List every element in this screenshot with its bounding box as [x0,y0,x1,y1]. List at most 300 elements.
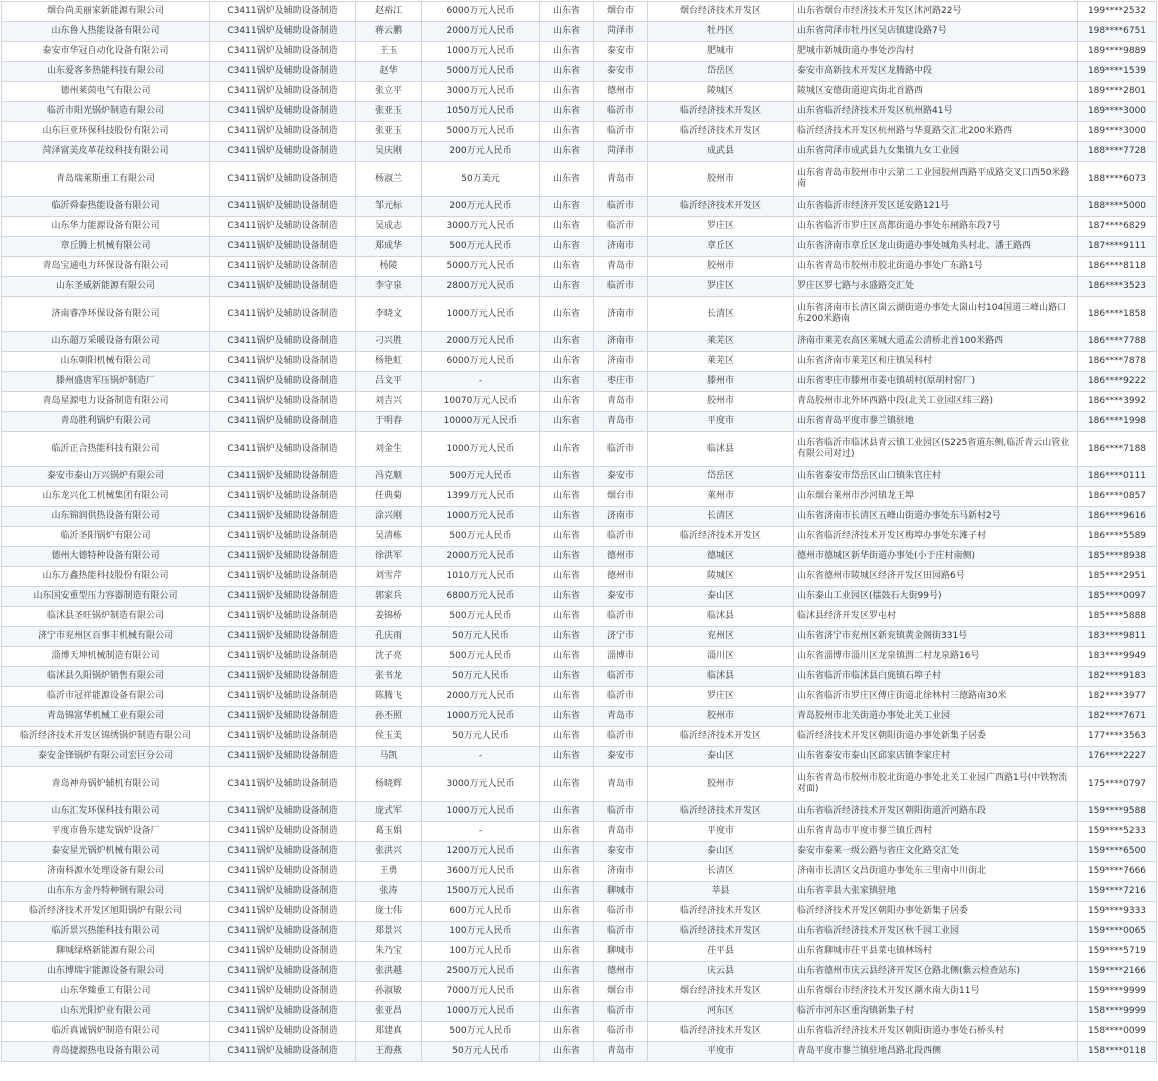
table-row [2,432,1157,467]
cell-legal-rep: 杨淑兰 [356,162,422,197]
cell-industry: C3411锅炉及辅助设备制造 [210,982,356,1002]
table-row [2,237,1157,257]
cell-phone: 158****0099 [1078,1022,1157,1042]
cell-industry: C3411锅炉及辅助设备制造 [210,432,356,467]
cell-address: 山东省淄博市淄川区龙泉镇渭二村龙泉路16号 [794,647,1078,667]
cell-registered-capital: 50万元人民币 [422,1042,540,1062]
cell-district: 临沂经济技术开发区 [648,727,794,747]
cell-company-name: 济宁市兖州区百事丰机械有限公司 [2,627,210,647]
cell-registered-capital: 100万元人民币 [422,942,540,962]
cell-industry: C3411锅炉及辅助设备制造 [210,122,356,142]
cell-registered-capital: 1000万元人民币 [422,1002,540,1022]
cell-city: 青岛市 [594,257,648,277]
cell-district: 罗庄区 [648,277,794,297]
cell-company-name: 山东巨亚环保科技股份有限公司 [2,122,210,142]
cell-industry: C3411锅炉及辅助设备制造 [210,42,356,62]
cell-phone: 189****3000 [1078,102,1157,122]
cell-phone: 186****3992 [1078,392,1157,412]
cell-legal-rep: 王勇 [356,862,422,882]
cell-address: 山东省临沂经济技术开发区朝阳街道办事处石桥头村 [794,1022,1078,1042]
cell-legal-rep: 葛玉娟 [356,822,422,842]
cell-province: 山东省 [540,142,594,162]
cell-district: 莱芜区 [648,352,794,372]
cell-city: 烟台市 [594,487,648,507]
cell-city: 临沂市 [594,527,648,547]
cell-industry: C3411锅炉及辅助设备制造 [210,237,356,257]
table-row [2,392,1157,412]
cell-legal-rep: 张书龙 [356,667,422,687]
cell-phone: 186****8118 [1078,257,1157,277]
cell-legal-rep: 孙丕照 [356,707,422,727]
cell-registered-capital: 3000万元人民币 [422,82,540,102]
cell-legal-rep: 李守泉 [356,277,422,297]
cell-address: 山东省青岛平度市蓼兰镇驻地 [794,412,1078,432]
cell-province: 山东省 [540,982,594,1002]
cell-address: 山东省临沂市罗庄区傅庄街道北徐林村三德路南30米 [794,687,1078,707]
cell-address: 山东省临沂市临沭县白旄镇石埠子村 [794,667,1078,687]
cell-province: 山东省 [540,902,594,922]
cell-phone: 186****7878 [1078,352,1157,372]
cell-province: 山东省 [540,277,594,297]
cell-company-name: 临沭县久阳锅炉销售有限公司 [2,667,210,687]
cell-registered-capital: 1200万元人民币 [422,842,540,862]
cell-address: 山东省临沂经济技术开发区朝阳街道沂河路东段 [794,802,1078,822]
cell-address: 山东省青岛市胶州市中云第二工业园胶州西路平成路交叉口西50米路南 [794,162,1078,197]
table-row [2,767,1157,802]
cell-district: 泰山区 [648,747,794,767]
cell-industry: C3411锅炉及辅助设备制造 [210,822,356,842]
cell-city: 临沂市 [594,102,648,122]
cell-province: 山东省 [540,767,594,802]
cell-address: 山东省菏泽市牡丹区吴店镇建设路7号 [794,22,1078,42]
cell-province: 山东省 [540,627,594,647]
cell-address: 泰安市泰莱一级公路与省庄文化路交汇处 [794,842,1078,862]
cell-province: 山东省 [540,507,594,527]
cell-district: 平度市 [648,822,794,842]
cell-company-name: 山东光阳炉业有限公司 [2,1002,210,1022]
cell-legal-rep: 蒋云鹏 [356,22,422,42]
cell-province: 山东省 [540,1022,594,1042]
cell-province: 山东省 [540,567,594,587]
cell-legal-rep: 郑景兴 [356,922,422,942]
cell-industry: C3411锅炉及辅助设备制造 [210,547,356,567]
table-row [2,467,1157,487]
cell-province: 山东省 [540,62,594,82]
cell-province: 山东省 [540,1002,594,1022]
cell-city: 德州市 [594,567,648,587]
cell-company-name: 青岛神舟锅炉辅机有限公司 [2,767,210,802]
cell-company-name: 临沂经济技术开发区锦绣锅炉制造有限公司 [2,727,210,747]
cell-phone: 175****0797 [1078,767,1157,802]
cell-province: 山东省 [540,607,594,627]
cell-phone: 187****6829 [1078,217,1157,237]
cell-registered-capital: 50万元人民币 [422,627,540,647]
cell-address: 山东省济南市长清区崮云湖街道办事处大崮山村104国道三峰山路口东200米路南 [794,297,1078,332]
cell-district: 临沭县 [648,432,794,467]
cell-address: 临沭县经济开发区罗屯村 [794,607,1078,627]
cell-province: 山东省 [540,667,594,687]
cell-district: 临沂经济技术开发区 [648,102,794,122]
table-row [2,1042,1157,1062]
table-row [2,507,1157,527]
table-row [2,42,1157,62]
table-row [2,547,1157,567]
cell-province: 山东省 [540,727,594,747]
cell-phone: 188****6073 [1078,162,1157,197]
cell-industry: C3411锅炉及辅助设备制造 [210,627,356,647]
cell-province: 山东省 [540,1042,594,1062]
cell-address: 山东泰山工业园区(擂鼓石大街99号) [794,587,1078,607]
cell-province: 山东省 [540,257,594,277]
cell-address: 山东省莘县大张家镇驻地 [794,882,1078,902]
cell-company-name: 山东鲁人热能设备有限公司 [2,22,210,42]
table-row [2,922,1157,942]
cell-address: 山东省菏泽市成武县九女集镇九女工业园 [794,142,1078,162]
cell-registered-capital: 10070万元人民币 [422,392,540,412]
cell-address: 山东省烟台市经济技术开发区潮水南大街11号 [794,982,1078,1002]
cell-city: 临沂市 [594,667,648,687]
table-row [2,352,1157,372]
cell-address: 山东省青岛市胶州市胶北街道办事处广东路1号 [794,257,1078,277]
table-row [2,82,1157,102]
cell-company-name: 山东朝阳机械有限公司 [2,352,210,372]
cell-registered-capital: 200万元人民币 [422,142,540,162]
cell-address: 山东省青岛市胶州市胶北街道办事处北关工业园广西路1号(中铁物流对面) [794,767,1078,802]
cell-legal-rep: 张亚玉 [356,102,422,122]
cell-industry: C3411锅炉及辅助设备制造 [210,332,356,352]
cell-registered-capital: 600万元人民币 [422,902,540,922]
cell-province: 山东省 [540,82,594,102]
cell-phone: 189****2801 [1078,82,1157,102]
cell-phone: 189****9889 [1078,42,1157,62]
cell-city: 济宁市 [594,627,648,647]
cell-district: 临沂经济技术开发区 [648,922,794,942]
cell-address: 陵城区安德街道迎宾街北首路西 [794,82,1078,102]
table-row [2,102,1157,122]
cell-registered-capital: 500万元人民币 [422,607,540,627]
cell-city: 德州市 [594,547,648,567]
table-row [2,332,1157,352]
cell-registered-capital: 5000万元人民币 [422,62,540,82]
cell-province: 山东省 [540,487,594,507]
cell-phone: 185****5888 [1078,607,1157,627]
cell-address: 青岛平度市蓼兰镇驻地昌路北段西侧 [794,1042,1078,1062]
cell-legal-rep: 吴清栋 [356,527,422,547]
cell-address: 山东省烟台市经济技术开发区沭河路22号 [794,2,1078,22]
cell-address: 罗庄区罗七路与永盛路交汇处 [794,277,1078,297]
cell-district: 临沂经济技术开发区 [648,802,794,822]
cell-city: 临沂市 [594,217,648,237]
cell-industry: C3411锅炉及辅助设备制造 [210,942,356,962]
table-row [2,162,1157,197]
cell-district: 庆云县 [648,962,794,982]
table-row [2,297,1157,332]
cell-company-name: 临沂市阳光锅炉制造有限公司 [2,102,210,122]
cell-industry: C3411锅炉及辅助设备制造 [210,747,356,767]
cell-company-name: 青岛瑞莱斯重工有限公司 [2,162,210,197]
cell-industry: C3411锅炉及辅助设备制造 [210,567,356,587]
cell-legal-rep: 张涛 [356,882,422,902]
cell-province: 山东省 [540,217,594,237]
cell-district: 胶州市 [648,767,794,802]
cell-industry: C3411锅炉及辅助设备制造 [210,767,356,802]
cell-registered-capital: 1050万元人民币 [422,102,540,122]
cell-district: 淄川区 [648,647,794,667]
cell-district: 岱岳区 [648,467,794,487]
cell-phone: 186****1998 [1078,412,1157,432]
table-row [2,567,1157,587]
cell-city: 临沂市 [594,122,648,142]
cell-legal-rep: 赵裕江 [356,2,422,22]
cell-registered-capital: 2000万元人民币 [422,22,540,42]
cell-industry: C3411锅炉及辅助设备制造 [210,687,356,707]
cell-district: 莘县 [648,882,794,902]
cell-province: 山东省 [540,547,594,567]
cell-city: 青岛市 [594,767,648,802]
table-row [2,627,1157,647]
cell-district: 成武县 [648,142,794,162]
cell-phone: 159****0065 [1078,922,1157,942]
cell-legal-rep: 杨晓辉 [356,767,422,802]
cell-legal-rep: 张洪越 [356,962,422,982]
cell-company-name: 山东爱客多热能科技有限公司 [2,62,210,82]
cell-district: 长清区 [648,507,794,527]
cell-province: 山东省 [540,42,594,62]
cell-district: 陵城区 [648,82,794,102]
cell-legal-rep: 郭家兵 [356,587,422,607]
cell-address: 山东省泰安市泰山区邱家店镇李家庄村 [794,747,1078,767]
cell-legal-rep: 郑建真 [356,1022,422,1042]
cell-city: 临沂市 [594,1022,648,1042]
cell-legal-rep: 姜锦桥 [356,607,422,627]
cell-industry: C3411锅炉及辅助设备制造 [210,2,356,22]
cell-city: 泰安市 [594,842,648,862]
cell-company-name: 青岛胜利锅炉有限公司 [2,412,210,432]
cell-phone: 186****7188 [1078,432,1157,467]
cell-address: 山东省聊城市茌平县菜屯镇林场村 [794,942,1078,962]
table-row [2,747,1157,767]
cell-address: 山东省泰安市岱岳区山口镇朱官庄村 [794,467,1078,487]
cell-district: 长清区 [648,297,794,332]
cell-company-name: 菏泽富美皮革花纹科技有限公司 [2,142,210,162]
table-row [2,487,1157,507]
cell-city: 青岛市 [594,707,648,727]
table-row [2,62,1157,82]
cell-company-name: 泰安金锋锅炉有限公司宏巨分公司 [2,747,210,767]
cell-registered-capital: 500万元人民币 [422,1022,540,1042]
table-row [2,587,1157,607]
cell-company-name: 山东汇发环保科技有限公司 [2,802,210,822]
cell-phone: 183****9949 [1078,647,1157,667]
cell-company-name: 德州莱茵电气有限公司 [2,82,210,102]
cell-province: 山东省 [540,392,594,412]
table-row [2,667,1157,687]
cell-city: 泰安市 [594,42,648,62]
cell-industry: C3411锅炉及辅助设备制造 [210,297,356,332]
table-row [2,707,1157,727]
cell-address: 青岛胶州市北外环西路中段(北关工业园区纬三路) [794,392,1078,412]
cell-registered-capital: - [422,822,540,842]
cell-industry: C3411锅炉及辅助设备制造 [210,842,356,862]
cell-phone: 185****2951 [1078,567,1157,587]
cell-phone: 183****9811 [1078,627,1157,647]
cell-city: 临沂市 [594,607,648,627]
cell-registered-capital: 1010万元人民币 [422,567,540,587]
cell-registered-capital: 3000万元人民币 [422,767,540,802]
cell-city: 济南市 [594,332,648,352]
cell-industry: C3411锅炉及辅助设备制造 [210,527,356,547]
cell-company-name: 山东圣威新能源有限公司 [2,277,210,297]
table-row [2,197,1157,217]
cell-phone: 189****1539 [1078,62,1157,82]
cell-city: 青岛市 [594,412,648,432]
cell-province: 山东省 [540,467,594,487]
cell-city: 青岛市 [594,1042,648,1062]
cell-company-name: 临沭县圣旺锅炉制造有限公司 [2,607,210,627]
cell-registered-capital: 6800万元人民币 [422,587,540,607]
cell-city: 菏泽市 [594,142,648,162]
cell-province: 山东省 [540,587,594,607]
cell-company-name: 济南科源水处理设备有限公司 [2,862,210,882]
cell-district: 平度市 [648,1042,794,1062]
cell-company-name: 山东博瑞宇能源设备有限公司 [2,962,210,982]
cell-district: 临沭县 [648,607,794,627]
cell-phone: 158****9999 [1078,1002,1157,1022]
cell-address: 泰安市高新技术开发区龙腾路中段 [794,62,1078,82]
cell-legal-rep: 杨艳虹 [356,352,422,372]
cell-company-name: 泰安市华冠自动化设备有限公司 [2,42,210,62]
cell-industry: C3411锅炉及辅助设备制造 [210,667,356,687]
cell-company-name: 临沂圣阳锅炉有限公司 [2,527,210,547]
cell-company-name: 聊城绿格新能源有限公司 [2,942,210,962]
cell-district: 泰山区 [648,842,794,862]
cell-address: 山东省德州市陵城区经济开发区田园路6号 [794,567,1078,587]
cell-industry: C3411锅炉及辅助设备制造 [210,142,356,162]
cell-phone: 158****0118 [1078,1042,1157,1062]
cell-province: 山东省 [540,962,594,982]
cell-industry: C3411锅炉及辅助设备制造 [210,62,356,82]
cell-registered-capital: 500万元人民币 [422,647,540,667]
cell-province: 山东省 [540,647,594,667]
cell-registered-capital: 200万元人民币 [422,197,540,217]
cell-company-name: 青岛锦富华机械工业有限公司 [2,707,210,727]
table-body [2,2,1157,1062]
table-row [2,1002,1157,1022]
cell-industry: C3411锅炉及辅助设备制造 [210,1022,356,1042]
cell-industry: C3411锅炉及辅助设备制造 [210,962,356,982]
cell-company-name: 山东华力能源设备有限公司 [2,217,210,237]
cell-industry: C3411锅炉及辅助设备制造 [210,647,356,667]
cell-industry: C3411锅炉及辅助设备制造 [210,277,356,297]
cell-industry: C3411锅炉及辅助设备制造 [210,507,356,527]
cell-company-name: 泰安市泰山万兴锅炉有限公司 [2,467,210,487]
cell-district: 胶州市 [648,392,794,412]
cell-legal-rep: 郑成华 [356,237,422,257]
cell-company-name: 临沂景兴热能科技有限公司 [2,922,210,942]
table-row [2,277,1157,297]
cell-company-name: 滕州盛唐军压锅炉制造厂 [2,372,210,392]
cell-phone: 159****9999 [1078,982,1157,1002]
cell-address: 山东省德州市庆云县经济开发区仓路北侧(紫云检查站东) [794,962,1078,982]
cell-industry: C3411锅炉及辅助设备制造 [210,707,356,727]
cell-registered-capital: 2500万元人民币 [422,962,540,982]
cell-city: 济南市 [594,862,648,882]
cell-district: 长清区 [648,862,794,882]
cell-legal-rep: 张立平 [356,82,422,102]
cell-province: 山东省 [540,297,594,332]
cell-industry: C3411锅炉及辅助设备制造 [210,392,356,412]
cell-company-name: 山东东方金丹特种钢有限公司 [2,882,210,902]
cell-company-name: 青岛宝通电力环保设备有限公司 [2,257,210,277]
table-row [2,607,1157,627]
cell-address: 山东省青岛市平度市蓼兰镇丘西村 [794,822,1078,842]
cell-phone: 159****9333 [1078,902,1157,922]
cell-city: 临沂市 [594,902,648,922]
cell-province: 山东省 [540,2,594,22]
cell-province: 山东省 [540,412,594,432]
cell-address: 临沂经济技术开发区杭州路与华夏路交汇北200米路西 [794,122,1078,142]
table-row [2,257,1157,277]
cell-district: 临沂经济技术开发区 [648,527,794,547]
cell-company-name: 临沂真诚锅炉制造有限公司 [2,1022,210,1042]
cell-province: 山东省 [540,22,594,42]
cell-registered-capital: 50万元人民币 [422,667,540,687]
cell-city: 德州市 [594,962,648,982]
cell-city: 泰安市 [594,587,648,607]
cell-industry: C3411锅炉及辅助设备制造 [210,197,356,217]
cell-registered-capital: 50万美元 [422,162,540,197]
table-row [2,22,1157,42]
cell-phone: 177****3563 [1078,727,1157,747]
cell-city: 泰安市 [594,747,648,767]
cell-district: 临沂经济技术开发区 [648,197,794,217]
cell-industry: C3411锅炉及辅助设备制造 [210,922,356,942]
cell-industry: C3411锅炉及辅助设备制造 [210,372,356,392]
cell-district: 德城区 [648,547,794,567]
cell-registered-capital: 6000万元人民币 [422,352,540,372]
table-row [2,142,1157,162]
cell-province: 山东省 [540,922,594,942]
cell-registered-capital: 10000万元人民币 [422,412,540,432]
cell-phone: 182****3977 [1078,687,1157,707]
cell-registered-capital: 1000万元人民币 [422,297,540,332]
table-row [2,802,1157,822]
cell-phone: 189****3000 [1078,122,1157,142]
cell-city: 聊城市 [594,882,648,902]
cell-registered-capital: 7000万元人民币 [422,982,540,1002]
cell-registered-capital: 2800万元人民币 [422,277,540,297]
cell-industry: C3411锅炉及辅助设备制造 [210,217,356,237]
table-row [2,882,1157,902]
cell-city: 青岛市 [594,162,648,197]
cell-district: 滕州市 [648,372,794,392]
cell-district: 河东区 [648,1002,794,1022]
cell-district: 莱州市 [648,487,794,507]
cell-city: 泰安市 [594,62,648,82]
cell-company-name: 山东锦润供热设备有限公司 [2,507,210,527]
cell-phone: 186****5589 [1078,527,1157,547]
cell-industry: C3411锅炉及辅助设备制造 [210,82,356,102]
cell-legal-rep: 庞士伟 [356,902,422,922]
cell-province: 山东省 [540,237,594,257]
cell-company-name: 临沂市冠祥能源设备有限公司 [2,687,210,707]
cell-industry: C3411锅炉及辅助设备制造 [210,257,356,277]
cell-phone: 159****5233 [1078,822,1157,842]
cell-company-name: 山东超万采暖设备有限公司 [2,332,210,352]
cell-registered-capital: - [422,747,540,767]
cell-phone: 187****9111 [1078,237,1157,257]
cell-phone: 159****2166 [1078,962,1157,982]
